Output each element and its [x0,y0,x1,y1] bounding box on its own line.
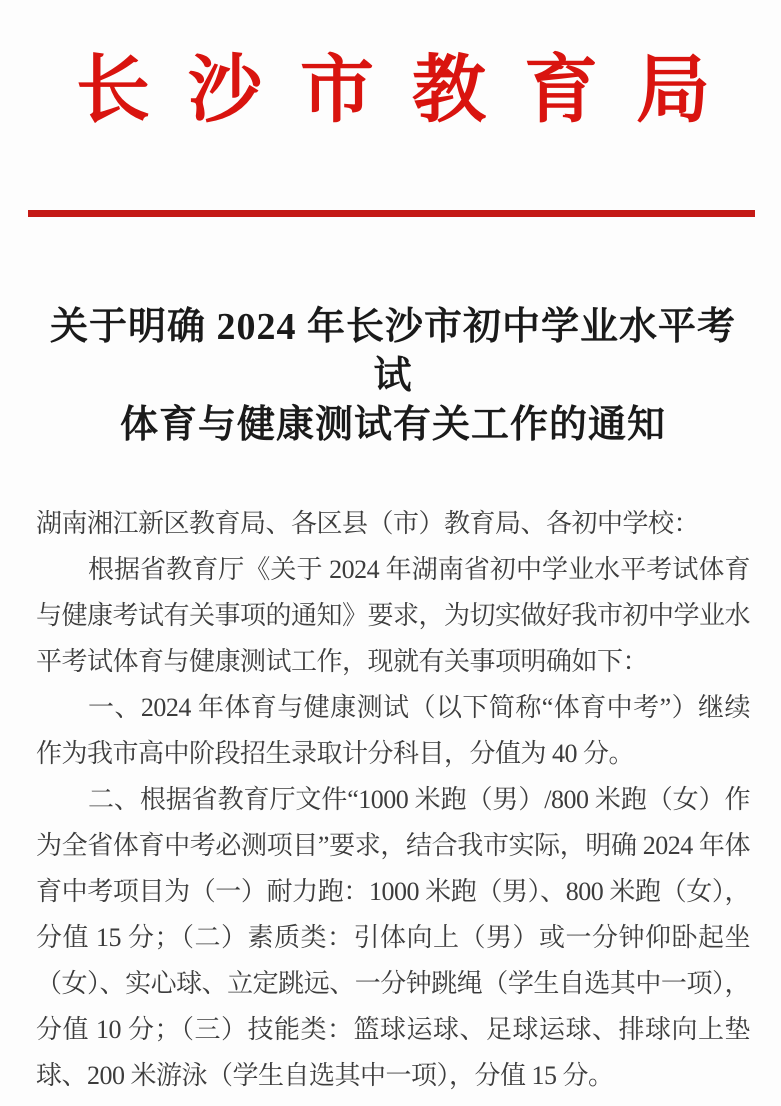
body-paragraph: 二、根据省教育厅文件“1000 米跑（男）/800 米跑（女）作为全省体育中考必测项目”要求，结合我市实际，明确 2024 年体育中考项目为（一）耐力跑：1000 米跑（男）、800 米跑（女），分值 15 分；（二）素质类：引体向上（男）或一分钟仰卧起坐（女）、实心球、立定跳远、一分钟跳绳（学生自选其中一项），分值 10 分；（三）技能类：篮球运球、足球运球、排球向上垫球、200 米游泳（学生自选其中一项），分值 15 分。 [36,785,750,1090]
body-paragraph: 一、2024 年体育与健康测试（以下简称“体育中考”）继续作为我市高中阶段招生录取计分科目，分值为 40 分。 [36,693,750,768]
salutation: 湖南湘江新区教育局、各区县（市）教育局、各初中学校： [36,509,700,538]
document-title [36,303,750,450]
document-title-line-1: 关于明确 2024 年长沙市初中学业水平考试 [49,306,736,397]
body-paragraph: 根据省教育厅《关于 2024 年湖南省初中学业水平考试体育与健康考试有关事项的通知》要求，为切实做好我市初中学业水平考试体育与健康测试工作，现就有关事项明确如下： [36,555,751,676]
document-body [36,501,750,1099]
agency-name: 长沙市教育局 [76,50,748,132]
red-divider-line [28,210,755,217]
document-title-line-2: 体育与健康测试有关工作的通知 [119,404,666,446]
paragraphs-container [36,547,750,1099]
agency-header [36,50,750,132]
